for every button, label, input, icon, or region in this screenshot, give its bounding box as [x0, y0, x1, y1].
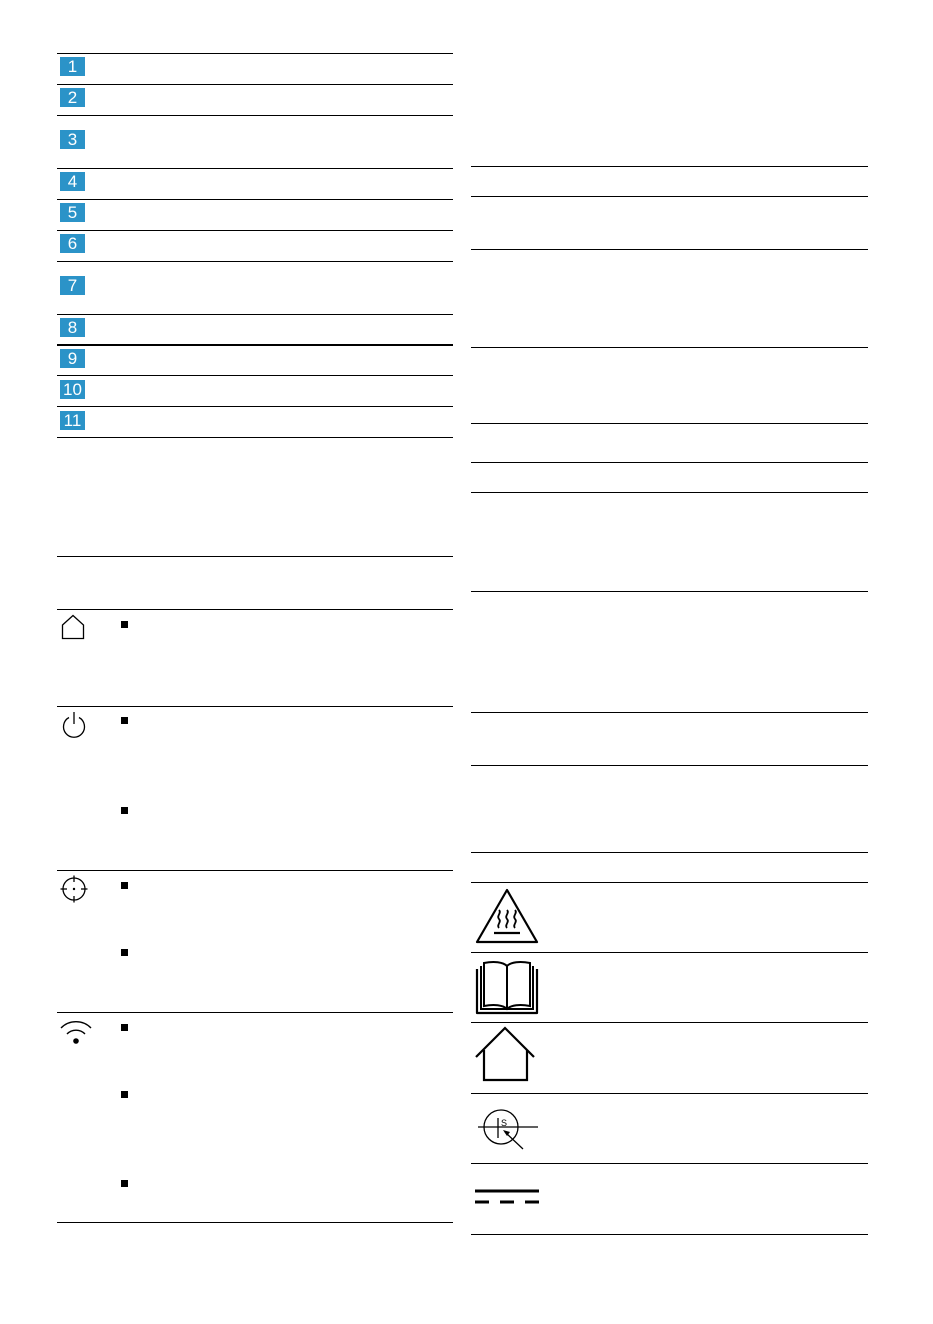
legend-number-11: 11 [60, 411, 85, 430]
row-divider [471, 166, 868, 167]
row-divider [57, 84, 453, 85]
legend-number-7: 7 [60, 276, 85, 295]
bullet [121, 807, 128, 814]
direct-current-icon [474, 1186, 540, 1208]
row-divider [471, 852, 868, 853]
power-icon [61, 711, 87, 739]
row-divider [57, 230, 453, 231]
row-divider [471, 712, 868, 713]
legend-number-8: 8 [60, 318, 85, 337]
legend-number-5: 5 [60, 203, 85, 222]
legend-number-9: 9 [60, 349, 85, 368]
bullet [121, 1024, 128, 1031]
legend-number-2: 2 [60, 88, 85, 107]
bullet [121, 1180, 128, 1187]
row-divider [57, 870, 453, 871]
row-divider [471, 249, 868, 250]
legend-number-3: 3 [60, 130, 85, 149]
row-divider [471, 765, 868, 766]
read-manual-icon [474, 960, 540, 1016]
row-divider [57, 314, 453, 315]
bullet [121, 717, 128, 724]
row-divider [471, 1093, 868, 1094]
row-divider [57, 115, 453, 116]
bullet [121, 949, 128, 956]
hot-surface-warning-icon [474, 887, 540, 945]
row-divider [57, 1222, 453, 1223]
row-divider [57, 437, 453, 438]
row-divider [57, 375, 453, 376]
row-divider [471, 591, 868, 592]
legend-number-1: 1 [60, 57, 85, 76]
row-divider [471, 347, 868, 348]
row-divider [471, 1022, 868, 1023]
switch-symbol-icon [476, 1105, 542, 1153]
row-divider [57, 706, 453, 707]
row-divider [57, 261, 453, 262]
indoor-use-icon [474, 1025, 540, 1083]
row-divider [471, 462, 868, 463]
row-divider [57, 556, 453, 557]
legend-number-4: 4 [60, 172, 85, 191]
row-divider [57, 344, 453, 346]
row-divider [471, 1234, 868, 1235]
wifi-icon [59, 1019, 93, 1045]
bullet [121, 621, 128, 628]
remote-start-icon [60, 875, 88, 903]
row-divider [57, 168, 453, 169]
home-icon [61, 614, 85, 640]
legend-number-10: 10 [60, 380, 85, 399]
row-divider [57, 1012, 453, 1013]
row-divider [57, 609, 453, 610]
row-divider [57, 53, 453, 54]
row-divider [471, 952, 868, 953]
legend-number-6: 6 [60, 234, 85, 253]
row-divider [471, 1163, 868, 1164]
row-divider [57, 199, 453, 200]
row-divider [57, 406, 453, 407]
bullet [121, 882, 128, 889]
row-divider [471, 423, 868, 424]
bullet [121, 1091, 128, 1098]
row-divider [471, 492, 868, 493]
row-divider [471, 196, 868, 197]
row-divider [471, 882, 868, 883]
svg-text:S: S [501, 1118, 508, 1128]
